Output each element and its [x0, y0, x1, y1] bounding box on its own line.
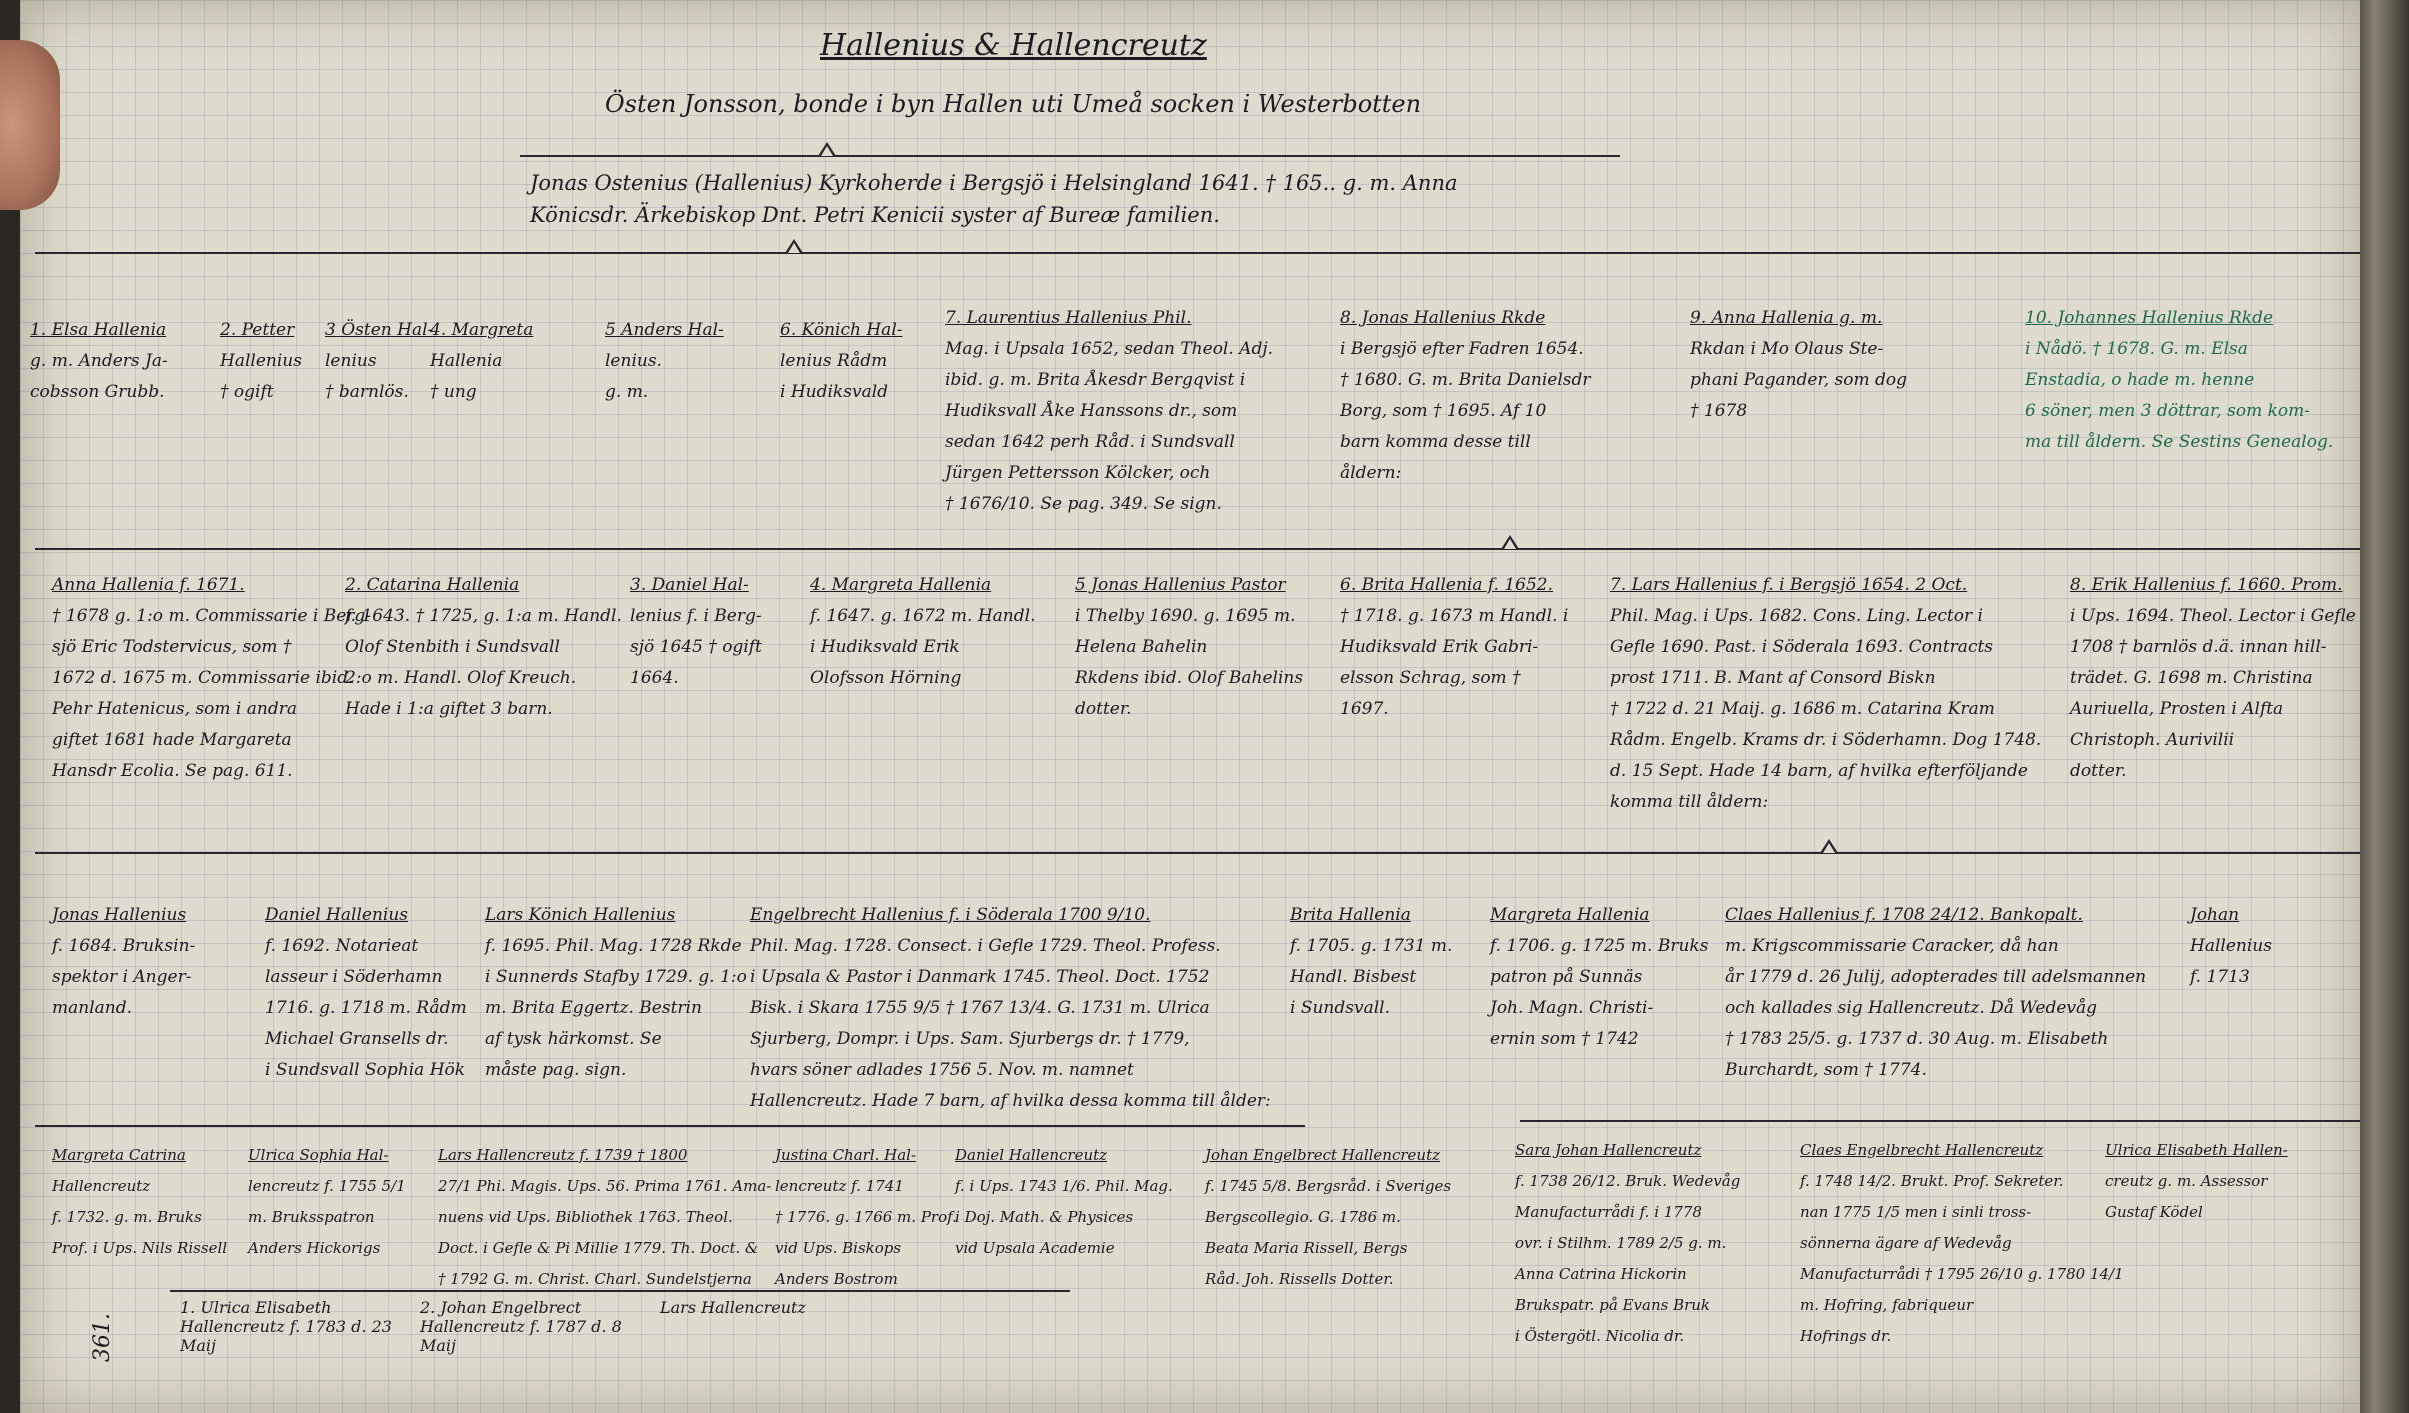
gen5-entry-7-line: Anna Catrina Hickorin	[1515, 1265, 1687, 1283]
gen3-entry-1-line: † 1678 g. 1:o m. Commissarie i Berg-	[52, 606, 372, 626]
gen5-entry-3-line: Doct. i Gefle & Pi Millie 1779. Th. Doct. &	[438, 1239, 759, 1257]
gen4-entry-4-line: Phil. Mag. 1728. Consect. i Gefle 1729. Theol. Profess.	[750, 936, 1221, 956]
gen2-entry-10-line: i Nådö. † 1678. G. m. Elsa	[2025, 339, 2248, 359]
gen6-entry-3: Lars Hallencreutz	[660, 1298, 806, 1317]
gen3-entry-3-line: lenius f. i Berg-	[630, 606, 762, 626]
gen2-entry-4-line: 4. Margreta	[430, 320, 534, 340]
gen2-entry-2-line: † ogift	[220, 382, 274, 402]
divider-gen1	[35, 252, 2365, 254]
gen3-entry-5-line: dotter.	[1075, 699, 1132, 719]
gen2-entry-8-line: 8. Jonas Hallenius Rkde	[1340, 308, 1546, 328]
gen4-entry-2-line: i Sundsvall Sophia Hök	[265, 1060, 466, 1080]
gen3-entry-5-line: Rkdens ibid. Olof Bahelins	[1075, 668, 1304, 688]
gen4-entry-1-line: f. 1684. Bruksin-	[52, 936, 196, 956]
gen4-entry-4-line: Bisk. i Skara 1755 9/5 † 1767 13/4. G. 1731 m. Ulrica	[750, 998, 1210, 1018]
gen3-entry-1-line: Pehr Hatenicus, som i andra	[52, 699, 298, 719]
gen5-entry-6-line: Johan Engelbrect Hallencreutz	[1205, 1146, 1441, 1164]
gen5-entry-6-line: Råd. Joh. Rissells Dotter.	[1205, 1270, 1394, 1288]
gen4-entry-7-line: Burchardt, som † 1774.	[1725, 1060, 1927, 1080]
gen3-entry-7-line: 7. Lars Hallenius f. i Bergsjö 1654. 2 Oct.	[1610, 575, 1968, 595]
gen3-entry-5-line: i Thelby 1690. g. 1695 m.	[1075, 606, 1296, 626]
gen2-entry-1-line: g. m. Anders Ja-	[30, 351, 168, 371]
gen2-entry-4-line: † ung	[430, 382, 477, 402]
gen3-entry-7-line: Gefle 1690. Past. i Söderala 1693. Contracts	[1610, 637, 1994, 657]
gen4-entry-8-line: Johan	[2190, 905, 2240, 925]
gen3-entry-7-line: prost 1711. B. Mant af Consord Biskn	[1610, 668, 1936, 688]
gen3-entry-6-line: elsson Schrag, som †	[1340, 668, 1521, 688]
gen4-entry-2-line: Daniel Hallenius	[265, 905, 409, 925]
gen5-entry-1	[52, 1140, 227, 1264]
gen5-entry-2-line: Ulrica Sophia Hal-	[248, 1146, 389, 1164]
gen6-entry-1: 1. Ulrica Elisabeth Hallencreutz f. 1783 d. 23 Maij	[180, 1298, 392, 1355]
gen3-entry-2-line: f. 1643. † 1725, g. 1:a m. Handl.	[345, 606, 622, 626]
gen3-entry-7-line: Rådm. Engelb. Krams dr. i Söderhamn. Dog 1748.	[1610, 730, 2042, 750]
gen5-entry-7-line: Manufacturrådi f. i 1778	[1515, 1203, 1702, 1221]
gen2-entry-10-line: Enstadia, o hade m. henne	[2025, 370, 2255, 390]
gen4-entry-2-line: lasseur i Söderhamn	[265, 967, 443, 987]
gen3-entry-8-line: 8. Erik Hallenius f. 1660. Prom.	[2070, 575, 2343, 595]
gen4-entry-4-line: Sjurberg, Dompr. i Ups. Sam. Sjurbergs dr. † 1779,	[750, 1029, 1190, 1049]
gen4-entry-6-line: patron på Sunnäs	[1490, 967, 1643, 987]
gen3-entry-2	[345, 570, 622, 725]
gen2-entry-7-line: Hudiksvall Åke Hanssons dr., som	[945, 401, 1238, 421]
gen3-entry-1-line: 1672 d. 1675 m. Commissarie ibid.	[52, 668, 354, 688]
gen4-entry-7-line: och kallades sig Hallencreutz. Då Wedevåg	[1725, 998, 2098, 1018]
gen3-entry-4-line: f. 1647. g. 1672 m. Handl.	[810, 606, 1036, 626]
gen4-entry-7	[1725, 900, 2146, 1086]
gen4-entry-5-line: f. 1705. g. 1731 m.	[1290, 936, 1453, 956]
gen3-entry-2-line: Olof Stenbith i Sundsvall	[345, 637, 560, 657]
gen2-entry-9-line: † 1678	[1690, 401, 1748, 421]
gen5-entry-7	[1515, 1135, 1740, 1352]
page-number: 361.	[90, 1313, 115, 1362]
gen3-entry-4-line: i Hudiksvald Erik	[810, 637, 960, 657]
gen4-entry-5-line: i Sundsvall.	[1290, 998, 1391, 1018]
gen5-entry-8-line: m. Hofring, fabriqueur	[1800, 1296, 1974, 1314]
gen5-entry-3-line: Lars Hallencreutz f. 1739 † 1800	[438, 1146, 688, 1164]
gen2-entry-7	[945, 303, 1273, 520]
gen5-entry-8-line: Claes Engelbrecht Hallencreutz	[1800, 1141, 2044, 1159]
gen2-entry-10-line: 10. Johannes Hallenius Rkde	[2025, 308, 2274, 328]
gen2-entry-1-line: 1. Elsa Hallenia	[30, 320, 167, 340]
gen3-entry-8-line: i Ups. 1694. Theol. Lector i Gefle	[2070, 606, 2356, 626]
gen3-entry-4-line: 4. Margreta Hallenia	[810, 575, 992, 595]
gen5-entry-7-line: i Östergötl. Nicolia dr.	[1515, 1327, 1685, 1345]
gen4-entry-8-line: Hallenius	[2190, 936, 2272, 956]
gen4-entry-3	[485, 900, 747, 1086]
gen3-entry-6-line: † 1718. g. 1673 m Handl. i	[1340, 606, 1569, 626]
gen4-entry-3-line: i Sunnerds Stafby 1729. g. 1:o	[485, 967, 747, 987]
gen2-entry-9-line: Rkdan i Mo Olaus Ste-	[1690, 339, 1884, 359]
gen5-entry-4	[775, 1140, 957, 1295]
gen2-entry-7-line: Mag. i Upsala 1652, sedan Theol. Adj.	[945, 339, 1274, 359]
gen5-entry-5-line: f. i Ups. 1743 1/6. Phil. Mag.	[955, 1177, 1173, 1195]
gen2-entry-8	[1340, 303, 1591, 489]
gen5-entry-9-line: Gustaf Ködel	[2105, 1203, 2203, 1221]
gen1-line-2: Könicsdr. Ärkebiskop Dnt. Petri Kenicii syster af Bureæ familien.	[530, 203, 1220, 227]
gen3-entry-1-line: Anna Hallenia f. 1671.	[52, 575, 245, 595]
gen2-entry-8-line: † 1680. G. m. Brita Danielsdr	[1340, 370, 1591, 390]
gen4-entry-2	[265, 900, 467, 1086]
gen5-entry-6-line: f. 1745 5/8. Bergsråd. i Sveriges	[1205, 1177, 1452, 1195]
gen3-entry-5-line: 5 Jonas Hallenius Pastor	[1075, 575, 1286, 595]
gen5-entry-8-line: nan 1775 1/5 men i sinli tross-	[1800, 1203, 2032, 1221]
gen6-entry-2: 2. Johan Engelbrect Hallencreutz f. 1787 d. 8 Maij	[420, 1298, 622, 1355]
gen4-entry-3-line: f. 1695. Phil. Mag. 1728 Rkde	[485, 936, 742, 956]
gen4-entry-3-line: af tysk härkomst. Se	[485, 1029, 662, 1049]
gen5-entry-1-line: Hallencreutz	[52, 1177, 151, 1195]
gen4-entry-3-line: måste pag. sign.	[485, 1060, 627, 1080]
thumb	[0, 40, 60, 210]
gen5-entry-6	[1205, 1140, 1451, 1295]
gen5-entry-1-line: Margreta Catrina	[52, 1146, 186, 1164]
gen3-entry-2-line: Hade i 1:a giftet 3 barn.	[345, 699, 553, 719]
gen3-entry-2-line: 2:o m. Handl. Olof Kreuch.	[345, 668, 577, 688]
gen3-entry-7-line: d. 15 Sept. Hade 14 barn, af hvilka efterföljande	[1610, 761, 2028, 781]
gen3-entry-6-line: Hudiksvald Erik Gabri-	[1340, 637, 1539, 657]
gen3-entry-7-line: Phil. Mag. i Ups. 1682. Cons. Ling. Lector i	[1610, 606, 1983, 626]
ledger-page	[20, 0, 2360, 1413]
gen3-entry-1-line: Hansdr Ecolia. Se pag. 611.	[52, 761, 293, 781]
gen5-entry-8-line: Hofrings dr.	[1800, 1327, 1892, 1345]
gen2-entry-5-line: lenius.	[605, 351, 662, 371]
gen5-entry-9-line: creutz g. m. Assessor	[2105, 1172, 2268, 1190]
gen4-entry-7-line: m. Krigscommissarie Caracker, då han	[1725, 936, 2059, 956]
gen4-entry-2-line: 1716. g. 1718 m. Rådm	[265, 998, 467, 1018]
gen2-entry-8-line: i Bergsjö efter Fadren 1654.	[1340, 339, 1584, 359]
gen4-entry-7-line: Claes Hallenius f. 1708 24/12. Bankopalt.	[1725, 905, 2083, 925]
divider-gen2	[35, 548, 2365, 550]
gen3-entry-1-line: sjö Eric Todstervicus, som †	[52, 637, 292, 657]
gen2-entry-10-line: ma till åldern. Se Sestins Genealog.	[2025, 432, 2334, 452]
gen3-entry-3-line: 1664.	[630, 668, 679, 688]
gen3-entry-8-line: Auriuella, Prosten i Alfta	[2070, 699, 2284, 719]
gen4-entry-6	[1490, 900, 1708, 1055]
gen5-entry-1-line: f. 1732. g. m. Bruks	[52, 1208, 202, 1226]
gen4-entry-6-line: Joh. Magn. Christi-	[1490, 998, 1654, 1018]
gen5-entry-3-line: † 1792 G. m. Christ. Charl. Sundelstjerna	[438, 1270, 752, 1288]
gen4-entry-4-line: hvars söner adlades 1756 5. Nov. m. namnet	[750, 1060, 1134, 1080]
gen2-entry-6	[780, 315, 903, 408]
gen2-entry-5-line: g. m.	[605, 382, 649, 402]
gen5-entry-9	[2105, 1135, 2288, 1228]
gen4-entry-3-line: Lars Könich Hallenius	[485, 905, 676, 925]
gen5-entry-4-line: lencreutz f. 1741	[775, 1177, 904, 1195]
gen2-entry-1	[30, 315, 168, 408]
gen5-entry-4-line: † 1776. g. 1766 m. Prof.	[775, 1208, 957, 1226]
gen5-entry-2-line: Anders Hickorigs	[248, 1239, 381, 1257]
gen5-entry-6-line: Beata Maria Rissell, Bergs	[1205, 1239, 1408, 1257]
gen2-entry-7-line: Jürgen Pettersson Kölcker, och	[945, 463, 1211, 483]
gen3-entry-2-line: 2. Catarina Hallenia	[345, 575, 520, 595]
gen2-entry-2-line: 2. Petter	[220, 320, 295, 340]
gen3-entry-3-line: 3. Daniel Hal-	[630, 575, 749, 595]
gen2-entry-10-line: 6 söner, men 3 döttrar, som kom-	[2025, 401, 2310, 421]
gen4-entry-2-line: Michael Gransells dr.	[265, 1029, 449, 1049]
gen2-entry-9-line: 9. Anna Hallenia g. m.	[1690, 308, 1883, 328]
gen5-entry-7-line: f. 1738 26/12. Bruk. Wedevåg	[1515, 1172, 1741, 1190]
gen2-entry-2-line: Hallenius	[220, 351, 302, 371]
gen5-entry-4-line: Anders Bostrom	[775, 1270, 898, 1288]
gen2-entry-9-line: phani Pagander, som dog	[1690, 370, 1908, 390]
divider-tick	[1820, 839, 1838, 853]
gen3-entry-8-line: dotter.	[2070, 761, 2127, 781]
gen4-entry-8-line: f. 1713	[2190, 967, 2250, 987]
gen3-entry-7-line: komma till åldern:	[1610, 792, 1769, 812]
gen4-entry-4	[750, 900, 1271, 1117]
gen3-entry-8-line: Christoph. Aurivilii	[2070, 730, 2235, 750]
gen5-entry-7-line: ovr. i Stilhm. 1789 2/5 g. m.	[1515, 1234, 1727, 1252]
gen4-entry-2-line: f. 1692. Notarieat	[265, 936, 419, 956]
gen2-entry-6-line: i Hudiksvald	[780, 382, 889, 402]
gen3-entry-1-line: giftet 1681 hade Margareta	[52, 730, 292, 750]
gen2-entry-3-line: † barnlös.	[325, 382, 409, 402]
gen3-entry-4-line: Olofsson Hörning	[810, 668, 962, 688]
gen3-entry-5	[1075, 570, 1303, 725]
gen5-entry-3-line: nuens vid Ups. Bibliothek 1763. Theol.	[438, 1208, 733, 1226]
gen2-entry-7-line: sedan 1642 perh Råd. i Sundsvall	[945, 432, 1235, 452]
gen2-entry-2	[220, 315, 302, 408]
gen5-entry-5	[955, 1140, 1173, 1264]
divider-gen4	[35, 1125, 1305, 1127]
gen5-entry-5-line: Daniel Hallencreutz	[955, 1146, 1108, 1164]
gen3-entry-6	[1340, 570, 1568, 725]
gen5-entry-1-line: Prof. i Ups. Nils Rissell	[52, 1239, 228, 1257]
founder-line: Östen Jonsson, bonde i byn Hallen uti Umeå socken i Westerbotten	[605, 90, 1422, 118]
divider-founder	[520, 155, 1620, 157]
divider-gen3	[35, 852, 2365, 854]
gen2-entry-7-line: † 1676/10. Se pag. 349. Se sign.	[945, 494, 1222, 514]
gen3-entry-7	[1610, 570, 2041, 818]
gen3-entry-3	[630, 570, 762, 694]
gen5-entry-2	[248, 1140, 406, 1264]
gen5-entry-2-line: lencreutz f. 1755 5/1	[248, 1177, 406, 1195]
gen2-entry-8-line: barn komma desse till	[1340, 432, 1531, 452]
gen4-entry-6-line: ernin som † 1742	[1490, 1029, 1639, 1049]
gen2-entry-9	[1690, 303, 1907, 427]
gen2-entry-1-line: cobsson Grubb.	[30, 382, 165, 402]
gen4-entry-7-line: † 1783 25/5. g. 1737 d. 30 Aug. m. Elisabeth	[1725, 1029, 2109, 1049]
gen2-entry-4-line: Hallenia	[430, 351, 503, 371]
gen3-entry-4	[810, 570, 1035, 694]
gen2-entry-3-line: lenius	[325, 351, 377, 371]
gen4-entry-7-line: år 1779 d. 26 Julij, adopterades till adelsmannen	[1725, 967, 2147, 987]
gen5-entry-4-line: vid Ups. Biskops	[775, 1239, 902, 1257]
gen2-entry-7-line: 7. Laurentius Hallenius Phil.	[945, 308, 1192, 328]
divider-gen4-right	[1520, 1120, 2365, 1122]
gen3-entry-6-line: 1697.	[1340, 699, 1389, 719]
gen3-entry-8-line: trädet. G. 1698 m. Christina	[2070, 668, 2313, 688]
gen5-entry-3-line: 27/1 Phi. Magis. Ups. 56. Prima 1761. Ama-	[438, 1177, 772, 1195]
gen5-entry-9-line: Ulrica Elisabeth Hallen-	[2105, 1141, 2288, 1159]
gen4-entry-1-line: spektor i Anger-	[52, 967, 192, 987]
gen5-entry-2-line: m. Bruksspatron	[248, 1208, 375, 1226]
gen5-entry-8-line: Manufacturrådi † 1795 26/10 g. 1780 14/1	[1800, 1265, 2124, 1283]
gen3-entry-8	[2070, 570, 2356, 787]
gen3-entry-7-line: † 1722 d. 21 Maij. g. 1686 m. Catarina Kram	[1610, 699, 1995, 719]
gen2-entry-5	[605, 315, 724, 408]
gen4-entry-5-line: Brita Hallenia	[1290, 905, 1411, 925]
gen2-entry-8-line: åldern:	[1340, 463, 1402, 483]
gen4-entry-5	[1290, 900, 1452, 1024]
gen2-entry-8-line: Borg, som † 1695. Af 10	[1340, 401, 1547, 421]
gen4-entry-5-line: Handl. Bisbest	[1290, 967, 1417, 987]
gen4-entry-4-line: Engelbrecht Hallenius f. i Söderala 1700 9/10.	[750, 905, 1151, 925]
divider-tick	[785, 239, 803, 253]
gen2-entry-6-line: lenius Rådm	[780, 351, 888, 371]
divider-tick	[1501, 535, 1519, 549]
gen3-entry-6-line: 6. Brita Hallenia f. 1652.	[1340, 575, 1554, 595]
gen2-entry-3-line: 3 Östen Hal-	[325, 320, 434, 340]
gen5-entry-8-line: sönnerna ägare af Wedevåg	[1800, 1234, 2012, 1252]
gen4-entry-6-line: Margreta Hallenia	[1490, 905, 1650, 925]
gen4-entry-1-line: manland.	[52, 998, 133, 1018]
gen4-entry-1	[52, 900, 195, 1024]
gen3-entry-1	[52, 570, 371, 787]
divider-tick	[818, 142, 836, 156]
gen4-entry-4-line: i Upsala & Pastor i Danmark 1745. Theol. Doct. 1752	[750, 967, 1210, 987]
page-edge	[2360, 0, 2409, 1413]
gen3-entry-8-line: 1708 † barnlös d.ä. innan hill-	[2070, 637, 2327, 657]
gen2-entry-3	[325, 315, 433, 408]
gen5-entry-7-line: Brukspatr. på Evans Bruk	[1515, 1296, 1711, 1314]
gen3-entry-3-line: sjö 1645 † ogift	[630, 637, 762, 657]
gen2-entry-6-line: 6. Könich Hal-	[780, 320, 903, 340]
gen4-entry-4-line: Hallencreutz. Hade 7 barn, af hvilka dessa komma till ålder:	[750, 1091, 1271, 1111]
page-title: Hallenius & Hallencreutz	[820, 28, 1207, 63]
gen5-entry-5-line: i Doj. Math. & Physices	[955, 1208, 1134, 1226]
gen5-entry-4-line: Justina Charl. Hal-	[775, 1146, 917, 1164]
gen4-entry-3-line: m. Brita Eggertz. Bestrin	[485, 998, 702, 1018]
gen2-entry-5-line: 5 Anders Hal-	[605, 320, 724, 340]
gen5-entry-5-line: vid Upsala Academie	[955, 1239, 1115, 1257]
gen3-entry-5-line: Helena Bahelin	[1075, 637, 1208, 657]
gen2-entry-7-line: ibid. g. m. Brita Åkesdr Bergqvist i	[945, 370, 1246, 390]
gen5-entry-3	[438, 1140, 771, 1295]
gen5-entry-7-line: Sara Johan Hallencreutz	[1515, 1141, 1702, 1159]
gen1-line-1: Jonas Ostenius (Hallenius) Kyrkoherde i Bergsjö i Helsingland 1641. † 165.. g. m. Anna	[530, 171, 1458, 195]
gen5-entry-8-line: f. 1748 14/2. Brukt. Prof. Sekreter.	[1800, 1172, 2064, 1190]
gen2-entry-4	[430, 315, 533, 408]
gen4-entry-6-line: f. 1706. g. 1725 m. Bruks	[1490, 936, 1709, 956]
gen5-entry-6-line: Bergscollegio. G. 1786 m.	[1205, 1208, 1401, 1226]
gen5-entry-8	[1800, 1135, 2124, 1352]
divider-gen5	[170, 1290, 1070, 1292]
gen4-entry-8	[2190, 900, 2272, 993]
gen4-entry-1-line: Jonas Hallenius	[52, 905, 187, 925]
gen2-entry-10	[2025, 303, 2333, 458]
